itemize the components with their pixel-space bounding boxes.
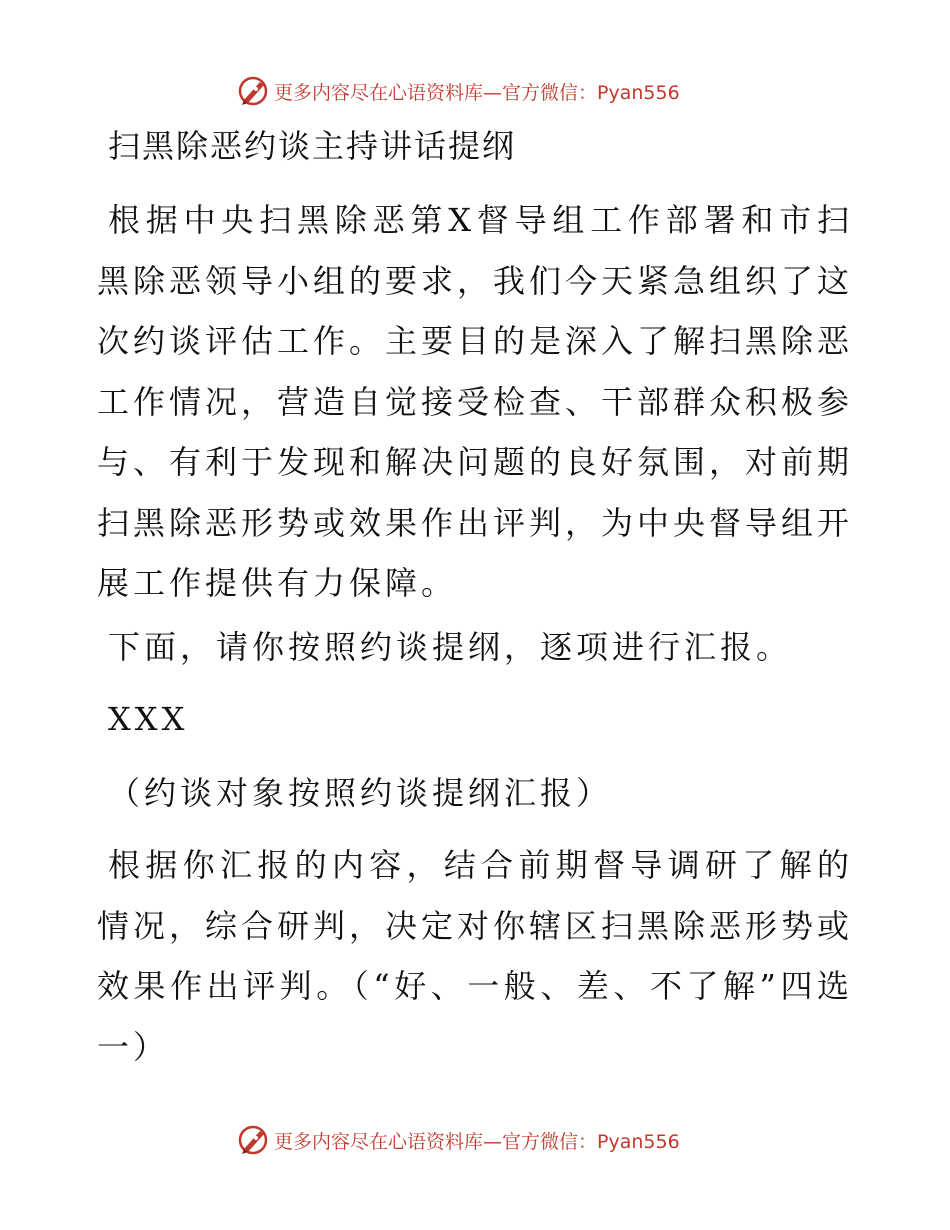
watermark-site-text: 更多内容尽在心语资料库 xyxy=(274,81,484,104)
paragraph-intro: 根据中央扫黑除恶第X督导组工作部署和市扫黑除恶领导小组的要求，我们今天紧急组织了这次约谈评估工作。主要目的是深入了解扫黑除恶工作情况，营造自觉接受检查、干部群众积极参与、有利于发现和解决问题的良好氛围，对前期扫黑除恶形势或效果作出评判，为中央督导组开展工作提供有力保障。 xyxy=(97,201,854,602)
watermark-footer xyxy=(236,1122,680,1158)
paragraph-stage-note: （约谈对象按照约谈提纲汇报） xyxy=(108,774,613,812)
watermark-text xyxy=(274,78,680,105)
paragraph-conclusion: 根据你汇报的内容，结合前期督导调研了解的情况，综合研判，决定对你辖区扫黑除恶形势或效果作出评判。（“好、一般、差、不了解”四选一） xyxy=(97,846,854,1066)
watermark-header xyxy=(236,73,680,109)
pen-logo-icon xyxy=(236,1123,270,1157)
watermark-wechat-id: Pyan556 xyxy=(597,1130,680,1153)
watermark-wechat-label: 官方微信： xyxy=(502,81,598,104)
watermark-dash: — xyxy=(483,1130,503,1153)
watermark-text xyxy=(274,1127,680,1154)
paragraph-request: 下面，请你按照约谈提纲，逐项进行汇报。 xyxy=(108,628,793,666)
watermark-wechat-label: 官方微信： xyxy=(502,1130,598,1153)
watermark-site-text: 更多内容尽在心语资料库 xyxy=(274,1130,484,1153)
watermark-dash: — xyxy=(483,81,503,104)
watermark-wechat-id: Pyan556 xyxy=(597,81,680,104)
pen-logo-icon xyxy=(236,74,270,108)
document-title: 扫黑除恶约谈主持讲话提纲 xyxy=(108,127,517,165)
paragraph-name-placeholder: XXX xyxy=(108,700,189,738)
